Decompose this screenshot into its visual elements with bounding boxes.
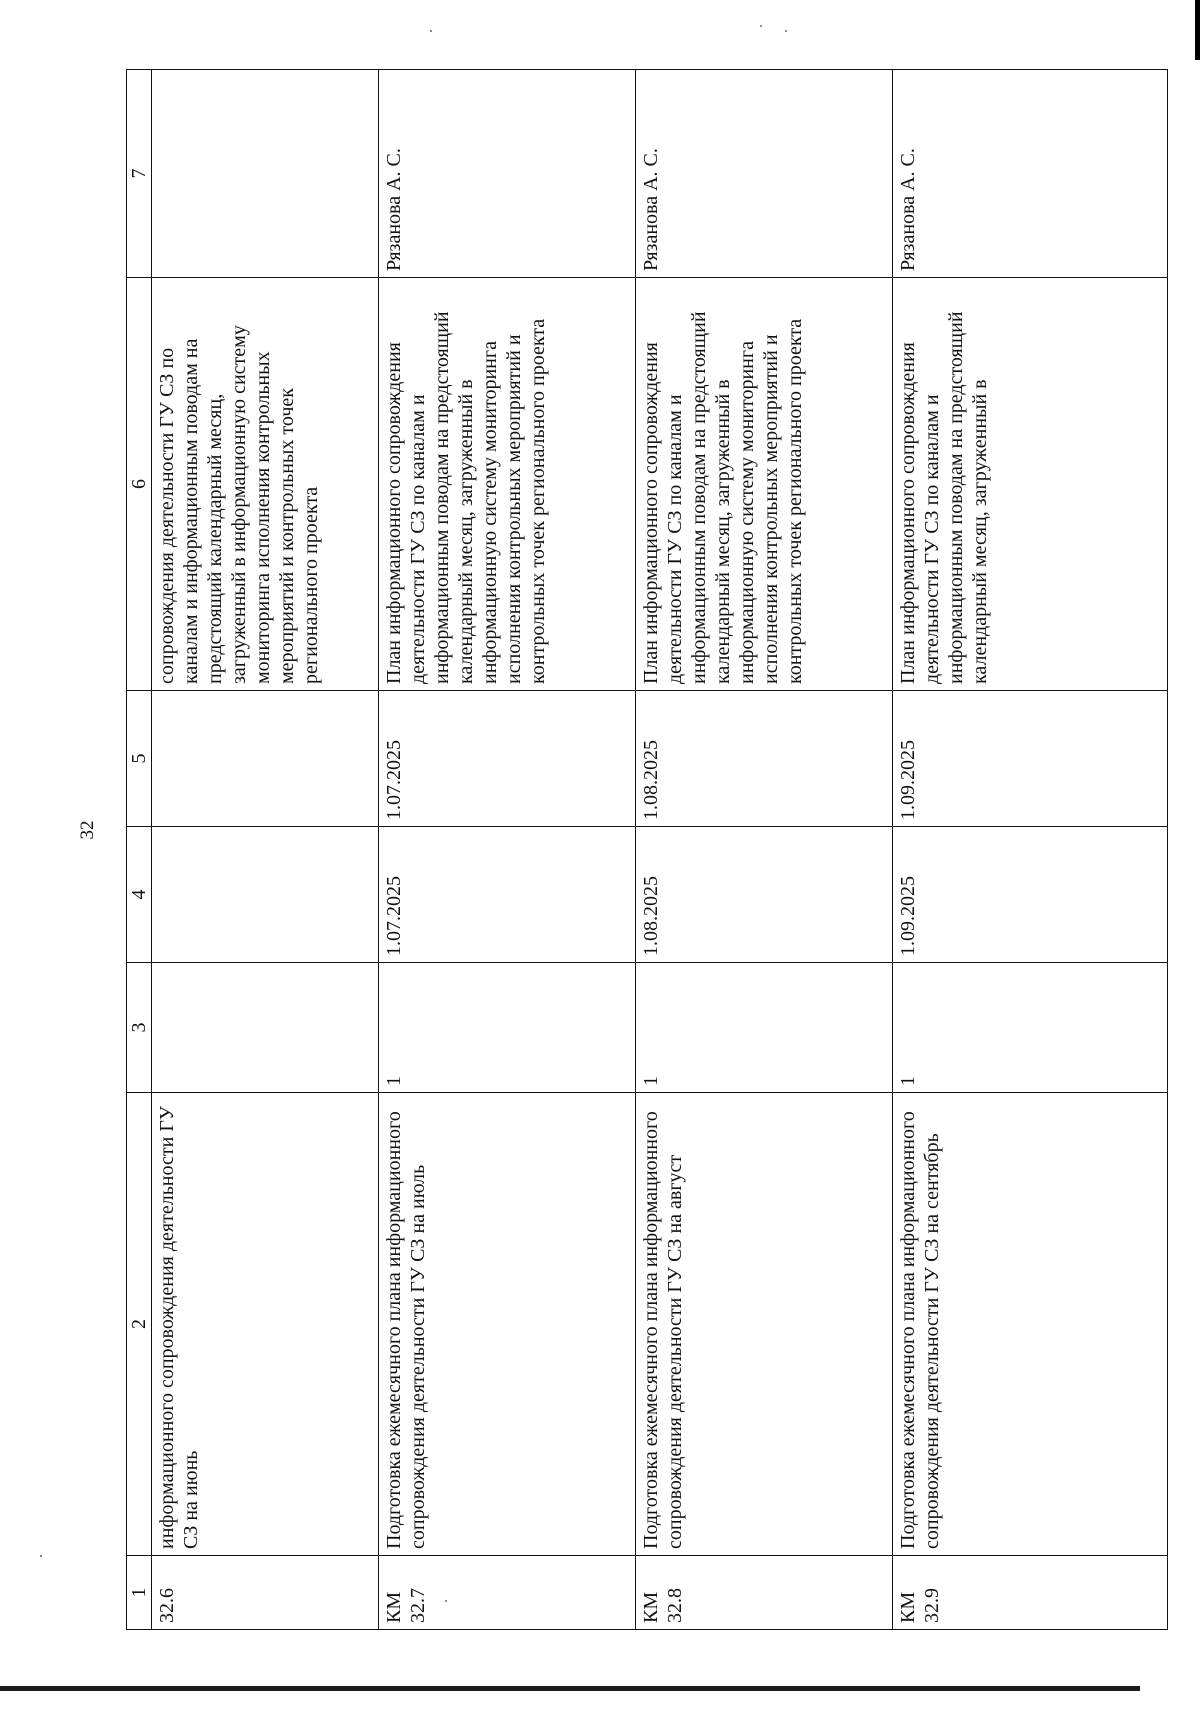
- scan-speck: [785, 30, 787, 32]
- end-date: [152, 691, 379, 827]
- rotated-page: [2, 70, 1096, 1630]
- event-name: Подготовка ежемесячного плана информационного сопровождения деятельности ГУ СЗ на июль: [379, 1093, 636, 1556]
- table-row: [893, 70, 1168, 1630]
- table-row: [636, 70, 893, 1630]
- responsible-person: Рязанова А. С.: [379, 70, 636, 278]
- row-number: КМ 32.9: [893, 1556, 1168, 1630]
- responsible-person: [152, 70, 379, 278]
- scan-speck: [430, 30, 432, 32]
- row-number: КМ 32.8: [636, 1556, 893, 1630]
- header-cell: 6: [127, 278, 152, 691]
- scan-bottom-edge: [0, 1686, 1140, 1691]
- event-name: Подготовка ежемесячного плана информационного сопровождения деятельности ГУ СЗ на август: [636, 1093, 893, 1556]
- plan-table: [126, 69, 1168, 1630]
- header-cell: 4: [127, 827, 152, 963]
- end-date: 1.08.2025: [636, 691, 893, 827]
- end-date: 1.07.2025: [379, 691, 636, 827]
- responsible-person: Рязанова А. С.: [893, 70, 1168, 278]
- table-row: [152, 70, 379, 1630]
- row-number: 32.6: [152, 1556, 379, 1630]
- responsible-person: Рязанова А. С.: [636, 70, 893, 278]
- quantity: 1: [379, 963, 636, 1093]
- end-date: 1.09.2025: [893, 691, 1168, 827]
- start-date: [152, 827, 379, 963]
- header-cell: 5: [127, 691, 152, 827]
- quantity: 1: [636, 963, 893, 1093]
- header-cell: 7: [127, 70, 152, 278]
- start-date: 1.07.2025: [379, 827, 636, 963]
- result-description: План информационного сопровождения деятельности ГУ СЗ по каналам и информационным поводам на предстоящий календарный месяц, загруженный в: [893, 278, 1168, 691]
- quantity: 1: [893, 963, 1168, 1093]
- scan-speck: [760, 25, 762, 27]
- result-description: План информационного сопровождения деятельности ГУ СЗ по каналам и информационным поводам на предстоящий календарный месяц, загруженный в информационную систему мониторинга исполнения контрольных мероприятий и контрольных точек регионального проекта: [636, 278, 893, 691]
- table-row: [379, 70, 636, 1630]
- event-name: Подготовка ежемесячного плана информационного сопровождения деятельности ГУ СЗ на сентябрь: [893, 1093, 1168, 1556]
- start-date: 1.08.2025: [636, 827, 893, 963]
- header-cell: 3: [127, 963, 152, 1093]
- page-number: 32: [77, 820, 98, 840]
- scan-right-edge: [1195, 0, 1200, 60]
- result-description: сопровождения деятельности ГУ СЗ по каналам и информационным поводам на предстоящий календарный месяц, загруженный в информационную систему мониторинга исполнения контрольных мероприятий и контрольных точек регионального проекта: [152, 278, 379, 691]
- quantity: [152, 963, 379, 1093]
- start-date: 1.09.2025: [893, 827, 1168, 963]
- header-cell: 1: [127, 1556, 152, 1630]
- event-name: информационного сопровождения деятельности ГУ СЗ на июнь: [152, 1093, 379, 1556]
- header-cell: 2: [127, 1093, 152, 1556]
- header-row: [127, 70, 152, 1630]
- result-description: План информационного сопровождения деятельности ГУ СЗ по каналам и информационным поводам на предстоящий календарный месяц, загруженный в информационную систему мониторинга исполнения контрольных мероприятий и контрольных точек регионального проекта: [379, 278, 636, 691]
- row-number: КМ 32.7: [379, 1556, 636, 1630]
